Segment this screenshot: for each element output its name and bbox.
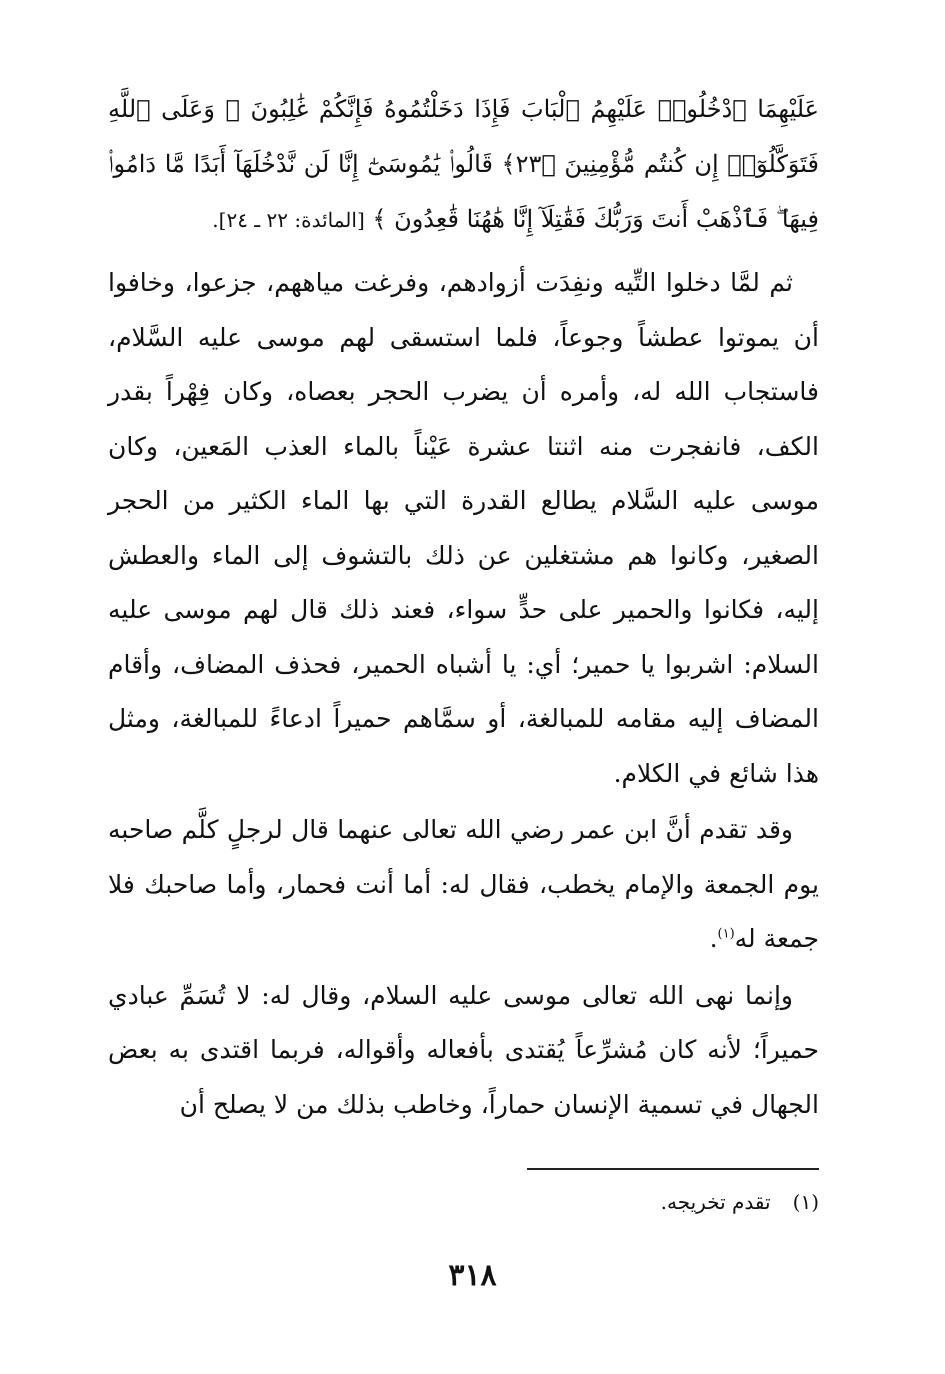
quran-verse-text: عَلَيْهِمَا ٱدْخُلُوا۟ عَلَيْهِمُ ٱلْبَابَ فَإِذَا دَخَلْتُمُوهُ فَإِنَّكُمْ غَٰلِبُونَ ۚ وَعَلَى ٱللَّهِ فَتَوَكَّلُوٓا۟ إِن كُنتُم مُّؤْمِنِينَ ﴿٢٣﴾ قَالُوا۟ يَٰمُوسَىٰٓ إِنَّا لَن نَّدْخُلَهَآ أَبَدًا مَّا دَامُوا۟ فِيهَا ۖ فَٱذْهَبْ أَنتَ وَرَبُّكَ فَقَٰتِلَآ إِنَّا هَٰهُنَا قَٰعِدُونَ ﴾ <box>108 95 819 233</box>
paragraph-2-text: وقد تقدم أنَّ ابن عمر رضي الله تعالى عنهما قال لرجلٍ كلَّم صاحبه يوم الجمعة والإمام يخطب، فقال له: أما أنت فحمار، وأما صاحبك فلا جمعة له <box>108 815 819 953</box>
footnote-divider <box>527 1168 819 1170</box>
quran-citation: [المائدة: ٢٢ ـ ٢٤]. <box>212 208 365 232</box>
quran-verse <box>108 82 819 248</box>
footnote-marker[interactable]: (١) <box>717 926 735 942</box>
main-text <box>108 82 819 1134</box>
footnote <box>661 1186 819 1218</box>
paragraph-2 <box>108 803 819 967</box>
footnote-text: تقدم تخريجه. <box>660 1190 771 1214</box>
footnote-number: (١) <box>792 1190 819 1214</box>
paragraph-3: وإنما نهى الله تعالى موسى عليه السلام، وقال له: لا تُسَمِّ عبادي حميراً؛ لأنه كان مُشرِّعاً يُقتدى بأفعاله وأقواله، فربما اقتدى به بعض الجهال في تسمية الإنسان حماراً، وخاطب بذلك من لا يصلح أن <box>108 980 819 1119</box>
paragraph-2-end: . <box>709 924 718 953</box>
paragraph-1: ثم لمَّا دخلوا التِّيه ونفِدَت أزوادهم، وفرغت مياههم، جزعوا، وخافوا أن يموتوا عطشاً وجوعاً، فلما استسقى لهم موسى عليه السَّلام، فاستجاب الله له، وأمره أن يضرب الحجر بعصاه، وكان فِهْراً بقدر الكف، فانفجرت منه اثنتا عشرة عَيْناً بالماء العذب المَعين، وكان موسى عليه السَّلام يطالع القدرة التي بها الماء الكثير من الحجر الصغير، وكانوا هم مشتغلين عن ذلك بالتشوف إلى الماء والعطش إليه، فكانوا والحمير على حدٍّ سواء، فعند ذلك قال لهم موسى عليه السلام: اشربوا يا حمير؛ أي: يا أشباه الحمير، فحذف المضاف، وأقام المضاف إليه مقامه للمبالغة، أو سمَّاهم حميراً ادعاءً للمبالغة، ومثل هذا شائع في الكلام. <box>108 268 819 788</box>
page-number: ٣١٨ <box>448 1258 497 1293</box>
